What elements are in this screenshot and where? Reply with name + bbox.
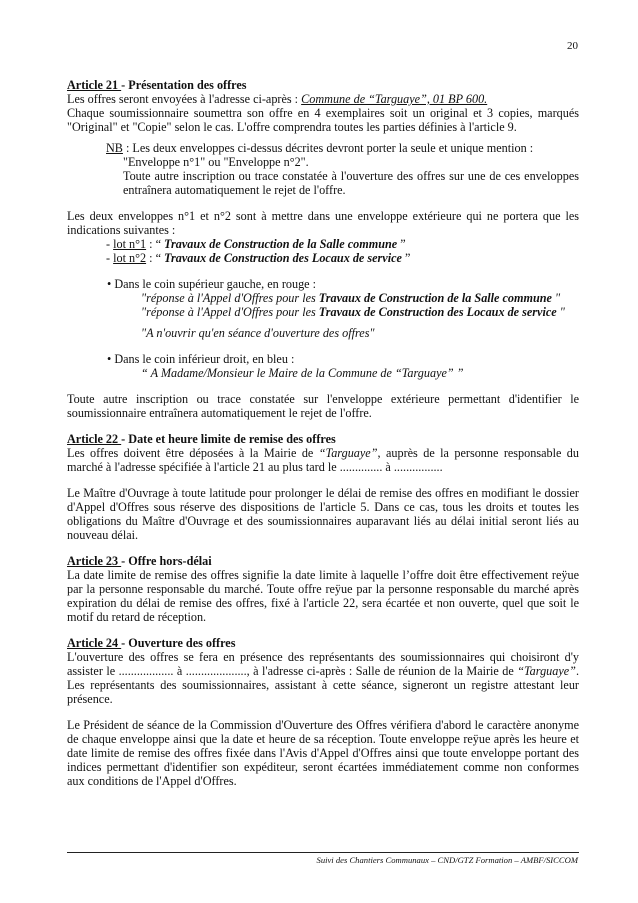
lot-2-line: [106, 251, 579, 265]
lot-2-label: lot n°2: [113, 251, 147, 265]
quote-maire: “ A Madame/Monsieur le Maire de la Commune de “Targuaye” ”: [141, 366, 464, 380]
article-24-number: Article 24: [67, 636, 122, 650]
lot-1-prefix: -: [106, 237, 114, 251]
article-24-title: - Ouverture des offres: [121, 636, 236, 650]
article-22-para-2: Le Maître d'Ouvrage à toute latitude pour prolonger le délai de remise des offres en modifiant le dossier d'Appel d'Offres sous réserve des dispositions de l'article 5. Dans ce cas, tous les droits et toutes les obligations du Maître d'Ouvrage et des soumissionnaires auparavant liés au délai initial seront liés au nouveau délai.: [67, 486, 579, 542]
lot-1-line: [106, 237, 579, 251]
quote-salle-commune: [141, 291, 579, 305]
article-21-address: Commune de “Targuaye”, 01 BP 600.: [301, 92, 488, 106]
nb-line-3: Toute autre inscription ou trace constatée à l'ouverture des offres sur une de ces enveloppes entraînera automatiquement le rejet de l'offre.: [123, 169, 579, 197]
article-24-para-2: Le Président de séance de la Commission d'Ouverture des Offres vérifiera d'abord le caractère anonyme de chaque enveloppe ainsi que la date et heure de sa réception. Toute enveloppe reÿue après les heure et date limite de remise des offres fixée dans l'Avis d'Appel d'Offres ainsi que toute enveloppe portant des indices permettant d'identifier son expéditeur, seront écartées immédiatement comme non conformes aux conditions de l'Appel d'Offres.: [67, 718, 579, 788]
quote-locaux-service: [141, 305, 579, 319]
nb-label: NB: [106, 141, 123, 155]
article-24-para-1: [67, 650, 579, 706]
lot-1-title: Travaux de Construction de la Salle commune: [164, 237, 398, 251]
article-23-para-1: La date limite de remise des offres signifie la date limite à laquelle l’offre doit être effectivement reÿue par la personne responsable du marché. Toute offre reÿue par la personne responsable du marché après expiration du délai de remise des offres, fixé à l'article 22, sera écartée et non ouverte, quel que soit le motif du retard de réception.: [67, 568, 579, 624]
article-22-para-1-text: Les offres doivent être déposées à la Mairie de: [67, 446, 319, 460]
article-23-number: Article 23: [67, 554, 122, 568]
quote-ne-pas-ouvrir: "A n'ouvrir qu'en séance d'ouverture des offres": [141, 326, 375, 340]
article-24-para-1-text: L'ouverture des offres se fera en présence des représentants des soumissionnaires qui choisiront d'y assister le .................. à ...................., à l'adresse ci-après : Salle de réunion de la Mairie de: [67, 650, 579, 678]
quote-1-end: ": [551, 291, 561, 305]
article-21-para-1: [67, 92, 579, 106]
article-23-title: - Offre hors-délai: [121, 554, 212, 568]
quote-1-title: Travaux de Construction de la Salle commune: [318, 291, 552, 305]
lot-1-label: lot n°1: [113, 237, 147, 251]
article-21-para-1-text: Les offres seront envoyées à l'adresse ci-après :: [67, 92, 302, 106]
quote-2-prefix: "réponse à l'Appel d'Offres pour les: [141, 305, 319, 319]
article-22-heading: [67, 432, 579, 446]
article-21-para-1b: Chaque soumissionnaire soumettra son offre en 4 exemplaires soit un original et 3 copies, marqués "Original" et "Copie" selon le cas. L'offre comprendra toutes les parties définies à l'article 9.: [67, 106, 579, 134]
nb-line-1: : Les deux enveloppes ci-dessus décrites devront porter la seule et unique mention :: [122, 141, 534, 155]
nb-line-2: "Enveloppe n°1" ou "Enveloppe n°2".: [123, 155, 309, 169]
article-22-commune: “Targuaye”: [318, 446, 378, 460]
article-21-title: - Présentation des offres: [121, 78, 247, 92]
bullet-top-left: • Dans le coin supérieur gauche, en rouge :: [107, 277, 317, 291]
footer-divider: [67, 852, 579, 853]
quote-2-title: Travaux de Construction des Locaux de service: [318, 305, 557, 319]
article-21-para-2: Les deux enveloppes n°1 et n°2 sont à mettre dans une enveloppe extérieure qui ne portera que les indications suivantes :: [67, 209, 579, 237]
article-21-heading: [67, 78, 579, 92]
nb-note: [106, 141, 579, 155]
article-24-heading: [67, 636, 579, 650]
quote-2-end: ": [556, 305, 565, 319]
article-24-commune: “Targuaye”: [517, 664, 576, 678]
footer-text: Suivi des Chantiers Communaux – CND/GTZ Formation – AMBF/SICCOM: [316, 855, 578, 865]
article-22-title: - Date et heure limite de remise des offres: [121, 432, 336, 446]
article-24-para-1-end: . Les représentants des soumissionnaires, assistant à cette séance, signeront un registre attestant leur présence.: [67, 664, 579, 706]
article-22-number: Article 22: [67, 432, 122, 446]
quote-1-prefix: "réponse à l'Appel d'Offres pour les: [141, 291, 319, 305]
page-content: [67, 78, 579, 788]
lot-1-end: ”: [397, 237, 406, 251]
lot-2-end: ”: [401, 251, 411, 265]
article-22-para-1-end: , auprès de la personne responsable du marché à l'adresse spécifiée à l'article 21 au plus tard le .............. à ................: [67, 446, 579, 474]
article-21-number: Article 21: [67, 78, 122, 92]
page-number: 20: [567, 40, 578, 52]
lot-2-prefix: -: [106, 251, 114, 265]
article-21-para-3: Toute autre inscription ou trace constatée sur l'enveloppe extérieure permettant d'identifier le soumissionnaire entraînera automatiquement le rejet de l'offre.: [67, 392, 579, 420]
bullet-bottom-right: • Dans le coin inférieur droit, en bleu :: [107, 352, 295, 366]
lot-1-separator: : “: [146, 237, 165, 251]
lot-2-title: Travaux de Construction des Locaux de service: [164, 251, 402, 265]
article-22-para-1: [67, 446, 579, 474]
article-23-heading: [67, 554, 579, 568]
lot-2-separator: : “: [146, 251, 165, 265]
